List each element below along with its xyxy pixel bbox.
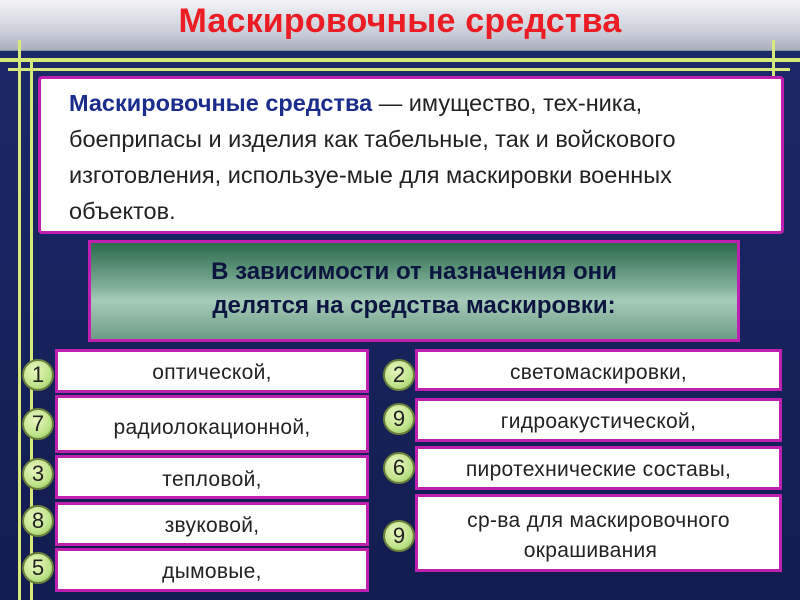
item-light-masking xyxy=(415,349,782,391)
classification-line-2: делятся на средства маскировки: xyxy=(212,292,616,319)
item-paint xyxy=(415,494,782,572)
definition-box xyxy=(38,76,784,234)
item-pyrotechnic xyxy=(415,446,782,490)
item-smoke xyxy=(55,548,369,592)
definition-text xyxy=(69,85,769,229)
item-label: светомаскировки, xyxy=(509,361,688,384)
item-hydroacoustic xyxy=(415,398,782,442)
decor-line-v1 xyxy=(18,40,21,600)
classification-line-1: В зависимости от назначения они xyxy=(211,258,617,285)
classification-box xyxy=(88,240,740,342)
item-thermal xyxy=(55,455,369,499)
number-badge: 7 xyxy=(22,408,54,440)
item-label-line-1: ср-ва для маскировочного xyxy=(467,509,730,532)
item-label: звуковой, xyxy=(164,514,260,537)
definition-term: Маскировочные средства xyxy=(69,90,373,116)
number-badge: 1 xyxy=(22,359,54,391)
item-label: дымовые, xyxy=(162,560,262,583)
item-label: гидроакустической, xyxy=(500,410,697,433)
number-badge: 2 xyxy=(383,359,415,391)
item-label-line-2: окрашивания xyxy=(523,539,658,562)
decor-line-h1 xyxy=(0,58,800,62)
decor-line-v3 xyxy=(772,40,775,80)
item-radar xyxy=(55,395,369,453)
number-badge: 5 xyxy=(22,552,54,584)
item-label: тепловой, xyxy=(162,468,262,491)
decor-line-h2 xyxy=(8,68,790,71)
item-label: оптической, xyxy=(152,361,272,384)
slide-title: Маскировочные средства xyxy=(178,2,622,40)
classification-text xyxy=(91,255,737,323)
definition-body: — имущество, тех-ника, боеприпасы и изделия как табельные, так и войскового изготовления, используе-мые для маскировки военных объектов. xyxy=(69,90,676,224)
item-optical xyxy=(55,349,369,393)
number-badge: 9 xyxy=(383,403,415,435)
number-badge: 8 xyxy=(22,505,54,537)
item-label: радиолокационной, xyxy=(113,416,311,439)
number-badge: 9 xyxy=(383,520,415,552)
number-badge: 3 xyxy=(22,458,54,490)
number-badge: 6 xyxy=(383,452,415,484)
item-label: пиротехнические составы, xyxy=(465,458,732,481)
item-sound xyxy=(55,502,369,546)
